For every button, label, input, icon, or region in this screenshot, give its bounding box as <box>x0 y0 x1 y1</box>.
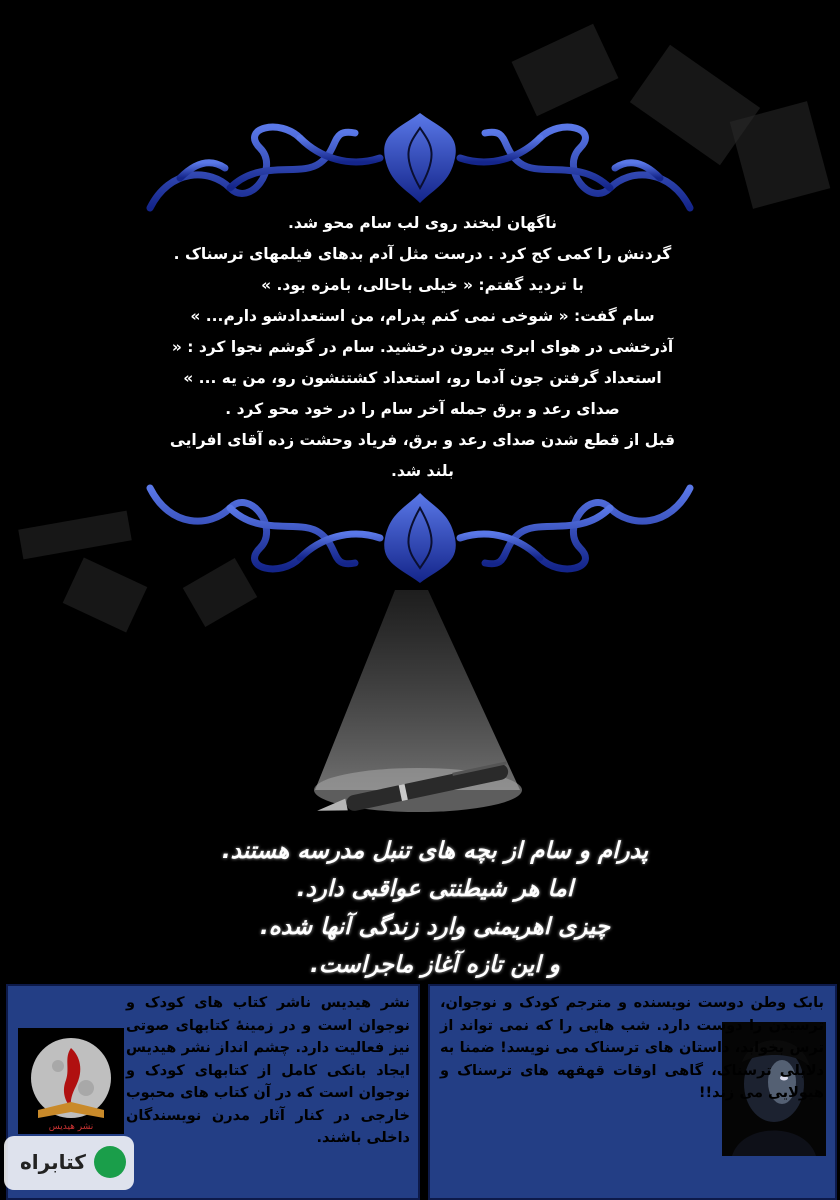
ketabrah-watermark <box>4 1136 134 1190</box>
excerpt-line: گردنش را کمی کج کرد . درست مثل آدم بدهای فیلمهای ترسناک . <box>173 245 672 263</box>
tagline-line: اما هر شیطنتی عواقبی دارد. <box>296 876 574 902</box>
excerpt-line: ناگهان لبخند روی لب سام محو شد. <box>288 214 557 232</box>
publisher-logo-text: نشر هیدیس <box>48 1122 94 1132</box>
excerpt-line: بلند شد. <box>391 462 454 480</box>
publisher-bio: نشر هیدیس ناشر کتاب های کودک و نوجوان است و در زمینهٔ کتابهای صوتی نیز فعالیت دارد. چشم انداز نشر هیدیس ایجاد بانکی کامل از کتابهای کودک و نوجوان است که در آن کتاب های محبوب خارجی در کنار آثار مدرن نویسندگان داخلی باشند. <box>126 995 410 1146</box>
excerpt-line: با تردید گفتم: « خیلی باحالی، بامزه بود. » <box>261 276 584 294</box>
tagline-line: پدرام و سام از بچه های تنبل مدرسه هستند. <box>221 838 649 864</box>
excerpt-line: قبل از قطع شدن صدای رعد و برق، فریاد وحشت زده آقای افرایی <box>169 431 676 449</box>
author-box <box>428 984 837 1200</box>
pen-icon <box>305 760 525 820</box>
excerpt-line: سام گفت: « شوخی نمی کنم پدرام، من استعدادشو دارم... » <box>190 307 655 325</box>
excerpt-line: استعداد گرفتن جون آدما رو، استعداد کشتنشون رو، من یه ... » <box>183 369 662 387</box>
watermark-text: کتابراه <box>20 1150 86 1174</box>
tagline-line: چیزی اهریمنی وارد زندگی آنها شده. <box>260 914 610 940</box>
excerpt-line: آذرخشی در هوای ابری بیرون درخشید. سام در گوشم نجوا کرد : « <box>171 338 674 356</box>
publisher-logo <box>18 1028 124 1134</box>
tagline <box>150 832 720 984</box>
author-bio: بابک وطن دوست نویسنده و مترجم کودک و نوجوان، ترسیدن را دوست دارد. شب هایی را که نمی تواند از ترس بخوابد، داستان های ترسناک می نویسد! ضمنا به دلایلی ترسناک، گاهی اوقات قهقهه های ترسناک و هیولایی می زند!! <box>440 995 824 1101</box>
excerpt-line: صدای رعد و برق جمله آخر سام را در خود محو کرد . <box>225 400 620 418</box>
tagline-line: و این تازه آغاز ماجراست. <box>310 952 560 978</box>
ketabrah-logo-icon <box>94 1146 126 1178</box>
moon-book-icon <box>18 1028 124 1134</box>
